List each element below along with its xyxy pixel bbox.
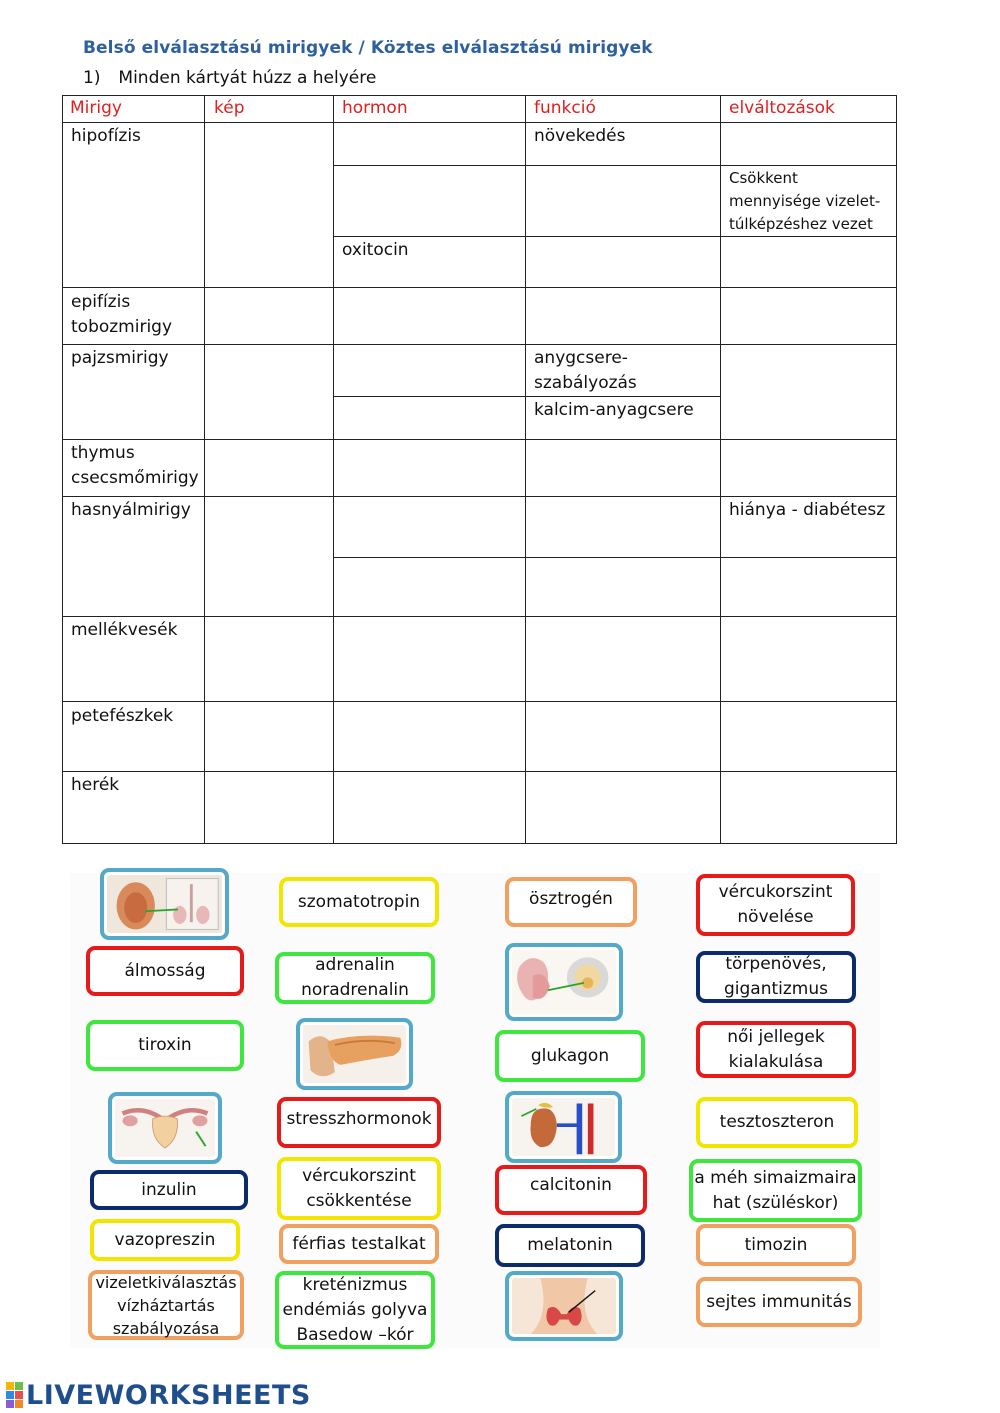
gland-hipofizis: hipofízis bbox=[71, 126, 141, 146]
pancreas-image-icon bbox=[303, 1025, 406, 1083]
card-ferfias-testalkat[interactable]: férfias testalkat bbox=[279, 1224, 439, 1264]
prefilled-kalcium: kalcim-anyagcsere bbox=[534, 400, 694, 420]
header-funkcio: funkció bbox=[534, 98, 596, 118]
card-calcitonin[interactable]: calcitonin bbox=[495, 1165, 647, 1215]
header-kep: kép bbox=[214, 98, 245, 118]
kidney-adrenal-image-icon bbox=[512, 1098, 615, 1156]
prefilled-diabetesz: hiánya - diabétesz bbox=[729, 500, 886, 520]
prefilled-novekedes: növekedés bbox=[534, 126, 626, 146]
card-thyroid-image[interactable] bbox=[505, 1271, 623, 1341]
gland-thymus: thymus csecsmőmirigy bbox=[71, 443, 199, 488]
card-ovary-image[interactable] bbox=[108, 1092, 222, 1164]
card-stresszhormonok[interactable]: stresszhormonok bbox=[277, 1097, 441, 1148]
card-glukagon[interactable]: glukagon bbox=[495, 1030, 645, 1082]
brain-pituitary-image-icon bbox=[512, 950, 616, 1014]
instruction-number: 1) bbox=[83, 68, 101, 88]
header-mirigy: Mirigy bbox=[70, 98, 122, 118]
card-vizeletkivalasztas[interactable]: vizeletkiválasztás vízháztartás szabályozása bbox=[88, 1270, 244, 1340]
prefilled-csokkent: Csökkent mennyisége vizelet- túlképzéshez vezet bbox=[729, 169, 881, 233]
card-tesztoszteron[interactable]: tesztoszteron bbox=[696, 1097, 858, 1148]
prefilled-anyagcsere: anygcsere- szabályozás bbox=[534, 348, 637, 393]
card-szomatotropin[interactable]: szomatotropin bbox=[279, 877, 439, 927]
ovary-uterus-image-icon bbox=[115, 1099, 215, 1157]
card-kidney-image[interactable] bbox=[505, 1091, 622, 1163]
card-vercukor-csokkentes[interactable]: vércukorszint csökkentése bbox=[277, 1157, 441, 1220]
header-elvaltozasok: elváltozások bbox=[729, 98, 835, 118]
gland-epifizis: epifízis tobozmirigy bbox=[71, 292, 173, 337]
page-title: Belső elválasztású mirigyek / Köztes elválasztású mirigyek bbox=[83, 38, 653, 58]
card-testes-image[interactable] bbox=[100, 868, 229, 940]
card-adrenalin[interactable]: adrenalin noradrenalin bbox=[275, 952, 435, 1004]
gland-petefeszkek: petefészkek bbox=[71, 706, 174, 726]
card-kretenizmus[interactable]: kreténizmus endémiás golyva Basedow –kór bbox=[275, 1271, 435, 1349]
card-vazopreszin[interactable]: vazopreszin bbox=[90, 1219, 240, 1261]
card-pancreas-image[interactable] bbox=[296, 1018, 413, 1090]
gland-hasnyalmirigy: hasnyálmirigy bbox=[71, 500, 191, 520]
card-melatonin[interactable]: melatonin bbox=[495, 1224, 645, 1267]
instruction-text: Minden kártyát húzz a helyére bbox=[118, 68, 377, 88]
card-almossag[interactable]: álmosság bbox=[86, 946, 244, 996]
card-timozin[interactable]: timozin bbox=[696, 1224, 856, 1266]
card-brain-image[interactable] bbox=[505, 943, 623, 1021]
card-torpenoves[interactable]: törpenövés, gigantizmus bbox=[696, 951, 856, 1003]
gland-mellekvesek: mellékvesék bbox=[71, 620, 178, 640]
card-sejtes-immunitas[interactable]: sejtes immunitás bbox=[696, 1277, 862, 1327]
gland-pajzsmirigy: pajzsmirigy bbox=[71, 348, 169, 368]
header-hormon: hormon bbox=[342, 98, 408, 118]
card-meh-simaizom[interactable]: a méh simaizmaira hat (szüléskor) bbox=[689, 1159, 862, 1222]
card-osztrogen[interactable]: ösztrogén bbox=[505, 877, 637, 927]
prefilled-oxitocin: oxitocin bbox=[342, 240, 409, 260]
card-vercukor-noveles[interactable]: vércukorszint növelése bbox=[696, 874, 855, 936]
card-tiroxin[interactable]: tiroxin bbox=[86, 1020, 244, 1071]
logo-text: LIVEWORKSHEETS bbox=[26, 1379, 311, 1411]
liveworksheets-logo bbox=[6, 1380, 311, 1410]
card-noi-jellegek[interactable]: női jellegek kialakulása bbox=[696, 1021, 856, 1078]
testes-image-icon bbox=[107, 875, 222, 933]
card-inzulin[interactable]: inzulin bbox=[90, 1170, 248, 1210]
gland-herek: herék bbox=[71, 775, 120, 795]
logo-blocks-icon bbox=[6, 1382, 23, 1408]
thyroid-neck-image-icon bbox=[512, 1278, 616, 1334]
